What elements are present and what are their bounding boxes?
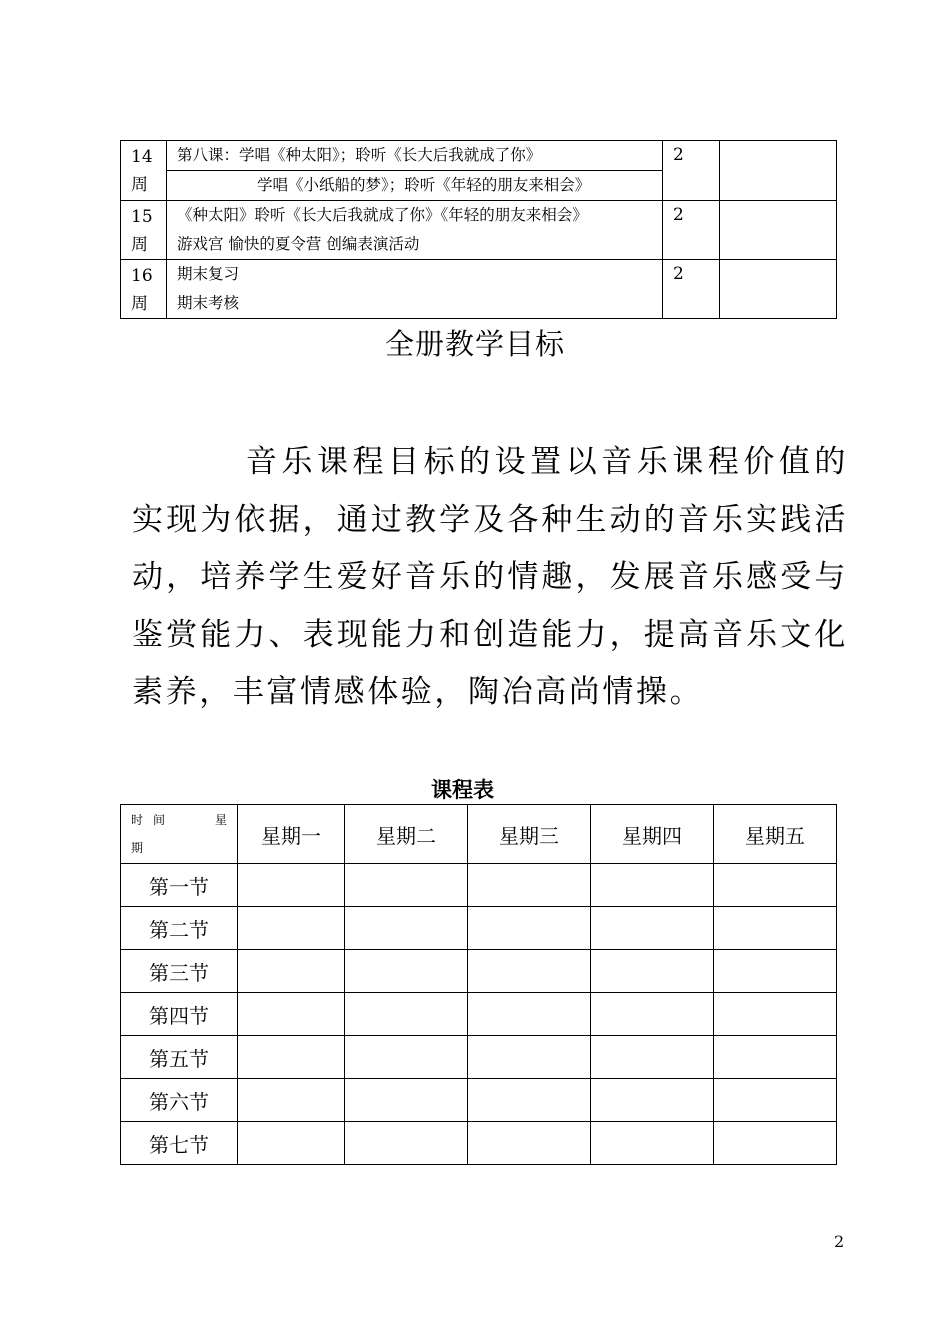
notes-cell [720,260,837,319]
day-header: 星期四 [591,805,714,864]
timetable-cell [238,1036,345,1079]
corner-time-label: 时间 [131,813,176,827]
timetable-cell [238,993,345,1036]
notes-cell [720,201,837,260]
corner-weekday-label: 星 [214,813,227,827]
timetable-cell [468,907,591,950]
week-cell [121,201,167,260]
timetable-cell [591,1079,714,1122]
period-row [121,950,837,993]
page-number: 2 [834,1232,845,1251]
timetable-cell [714,1079,837,1122]
day-header: 星期五 [714,805,837,864]
week-number: 14 [131,147,153,167]
content-line: 学唱《小纸船的梦》；聆听《年轻的朋友来相会》 [167,170,662,200]
timetable-cell [345,1122,468,1165]
timetable-header-row [121,805,837,864]
content-line: 第八课：学唱《种太阳》；聆听《长大后我就成了你》 [177,146,542,164]
period-label: 第五节 [121,1036,238,1079]
timetable-cell [468,1036,591,1079]
timetable-cell [591,1122,714,1165]
period-row [121,1079,837,1122]
week-unit: 周 [131,175,148,195]
goals-paragraph [132,434,848,722]
timetable-cell [345,993,468,1036]
period-row [121,993,837,1036]
week-cell [121,141,167,201]
timetable-cell [591,993,714,1036]
hours-cell: 2 [663,201,720,260]
day-header: 星期三 [468,805,591,864]
timetable-cell [714,864,837,907]
week-cell [121,260,167,319]
timetable-cell [714,1122,837,1165]
content-line: 期末考核 [177,294,240,312]
goals-text: 音乐课程目标的设置以音乐课程价值的实现为依据，通过教学及各种生动的音乐实践活动，培养学生爱好音乐的情趣，发展音乐感受与鉴赏能力、表现能力和创造能力，提高音乐文化素养，丰富情感体验，陶冶高尚情操。 [132,444,848,710]
schedule-row-week-15 [121,201,837,260]
corner-weekday-label-2: 期 [131,841,144,855]
schedule-row-week-16 [121,260,837,319]
content-cell [167,201,663,260]
schedule-table [120,140,837,319]
timetable-cell [591,907,714,950]
timetable-cell [714,993,837,1036]
hours-cell: 2 [663,141,720,201]
timetable-cell [714,1036,837,1079]
timetable-cell [345,907,468,950]
content-cell [167,141,663,201]
hours-cell: 2 [663,260,720,319]
timetable-cell [238,1079,345,1122]
period-label: 第三节 [121,950,238,993]
timetable-cell [468,950,591,993]
timetable-cell [238,907,345,950]
corner-cell [121,805,238,864]
timetable-cell [468,1079,591,1122]
period-label: 第一节 [121,864,238,907]
timetable-cell [591,950,714,993]
timetable-cell [591,864,714,907]
notes-cell [720,141,837,201]
period-label: 第二节 [121,907,238,950]
week-unit: 周 [131,235,148,255]
content-line: 游戏宫 愉快的夏令营 创编表演活动 [177,235,420,253]
period-row [121,1036,837,1079]
week-number: 16 [131,266,153,286]
week-unit: 周 [131,294,148,314]
period-row [121,864,837,907]
period-row [121,907,837,950]
timetable-cell [345,950,468,993]
timetable-cell [714,950,837,993]
timetable-cell [468,1122,591,1165]
schedule-row-week-14 [121,141,837,201]
timetable-cell [345,1036,468,1079]
timetable-cell [238,950,345,993]
week-number: 15 [131,207,153,227]
content-line: 《种太阳》聆听《长大后我就成了你》《年轻的朋友来相会》 [177,206,588,224]
timetable-title: 课程表 [431,778,494,802]
content-cell [167,260,663,319]
timetable-cell [591,1036,714,1079]
timetable-cell [468,993,591,1036]
timetable [120,804,837,1165]
day-header: 星期一 [238,805,345,864]
timetable-cell [238,1122,345,1165]
section-title: 全册教学目标 [384,327,565,361]
day-header: 星期二 [345,805,468,864]
content-line: 期末复习 [177,265,240,283]
timetable-cell [345,1079,468,1122]
period-row [121,1122,837,1165]
timetable-cell [468,864,591,907]
timetable-cell [714,907,837,950]
period-label: 第四节 [121,993,238,1036]
timetable-cell [345,864,468,907]
period-label: 第六节 [121,1079,238,1122]
period-label: 第七节 [121,1122,238,1165]
timetable-cell [238,864,345,907]
